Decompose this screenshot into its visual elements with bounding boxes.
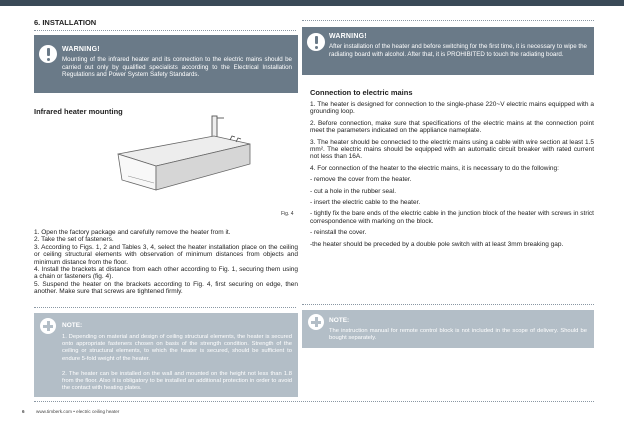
- mounting-heading: Infrared heater mounting: [34, 107, 123, 116]
- warning-text: Mounting of the infrared heater and its connection to the electric mains should be carried out only by qualified specialists according to the Electrical Installation Regulations and Power System Safety Standards.: [62, 56, 292, 79]
- section-divider: [34, 30, 296, 31]
- connection-item: 4. For connection of the heater to the electric mains, it is necessary to do the following:: [310, 164, 559, 172]
- connection-item: 3. The heater should be connected to the electric mains using a cable with wire section at least 1.5 mm². The electric mains should be equipped with an automatic circuit breaker with rated current not less than 16A.: [310, 138, 594, 161]
- mounting-step: 4. Install the brackets at distance from each other according to Fig. 1, securing them using a chain or fasteners (fig. 4).: [34, 266, 298, 281]
- warning-icon: [307, 33, 325, 51]
- plus-icon: [40, 318, 56, 334]
- mounting-step: 3. According to Figs. 1, 2 and Tables 3, 4, select the heater installation place on the ceiling or ceiling structural elements with observation of minimum distances from objects and minimum distance from the floor.: [34, 243, 298, 266]
- connection-instructions: [310, 101, 594, 248]
- note-item: 1. Depending on material and design of ceiling structural elements, the heater is secured onto appropriate fasteners chosen on basis of the strength condition. Strength of the ceiling or structural elements, to which the heater is secured, should be sufficient to endure 5-fold weight of the heater.: [62, 334, 292, 362]
- note-box-mounting: [34, 313, 298, 397]
- warning-box-radiating-board: [302, 27, 594, 75]
- footer-divider: [34, 401, 594, 402]
- connection-heading: Connection to electric mains: [310, 88, 413, 97]
- connection-item: - tightly fix the bare ends of the electric cable in the junction block of the heater with screws in strict correspondence with marking on the block.: [310, 210, 594, 225]
- note-item: 2. The heater can be installed on the wall and mounted on the height not less than 1.8 from the floor. Also it is obligatory to be installed an additional protection in order to avoid the contact with heating plates.: [62, 371, 292, 392]
- right-note-divider: [302, 304, 594, 305]
- note-title: NOTE:: [329, 317, 350, 324]
- plus-icon: [308, 314, 324, 330]
- top-bar: [0, 0, 624, 6]
- footer-site: www.timberk.com • electric ceiling heater: [36, 409, 120, 414]
- connection-item: - insert the electric cable to the heater.: [310, 199, 421, 207]
- mounting-steps: [34, 229, 298, 296]
- mounting-step: 1. Open the factory package and carefully remove the heater from it.: [34, 229, 231, 236]
- note-title: NOTE:: [62, 322, 83, 329]
- right-top-divider: [302, 20, 594, 21]
- connection-item: - reinstall the cover.: [310, 229, 367, 237]
- warning-icon: [39, 45, 57, 63]
- note-box-remote-control: [302, 310, 594, 348]
- figure-caption: Fig. 4: [281, 211, 294, 217]
- section-title: 6. INSTALLATION: [34, 18, 97, 27]
- warning-box-mounting: [34, 35, 298, 93]
- warning-text: After installation of the heater and before switching for the first time, it is necessary to wipe the radiating board with alcohol. After that, it is PROHIBITED to touch the radiating board.: [329, 43, 587, 58]
- page-number: 6: [22, 409, 25, 414]
- note-text: The instruction manual for remote control block is not included in the scope of delivery. Should be bought separately.: [329, 328, 587, 342]
- connection-item: 2. Before connection, make sure that specifications of the electric mains at the connection point meet the parameters indicated on the appliance nameplate.: [310, 119, 594, 135]
- connection-item: - remove the cover from the heater.: [310, 176, 412, 184]
- connection-item: - cut a hole in the rubber seal.: [310, 187, 396, 195]
- connection-item: -the heater should be preceded by a double pole switch with at least 3mm breaking gap.: [310, 240, 564, 248]
- note-divider: [34, 307, 296, 308]
- mounting-step: 5. Suspend the heater on the brackets according to Fig. 4, first securing on edge, then another. Make sure that screws are tightened firmly.: [34, 280, 298, 296]
- warning-title: WARNING!: [329, 33, 367, 40]
- heater-body: [118, 136, 250, 190]
- heater-mounting-illustration: [112, 110, 282, 210]
- connection-item: 1. The heater is designed for connection to the single-phase 220~V electric mains equipped with a grounding loop.: [310, 101, 594, 116]
- mounting-step: 2. Take the set of fasteners.: [34, 236, 114, 244]
- warning-title: WARNING!: [62, 46, 100, 53]
